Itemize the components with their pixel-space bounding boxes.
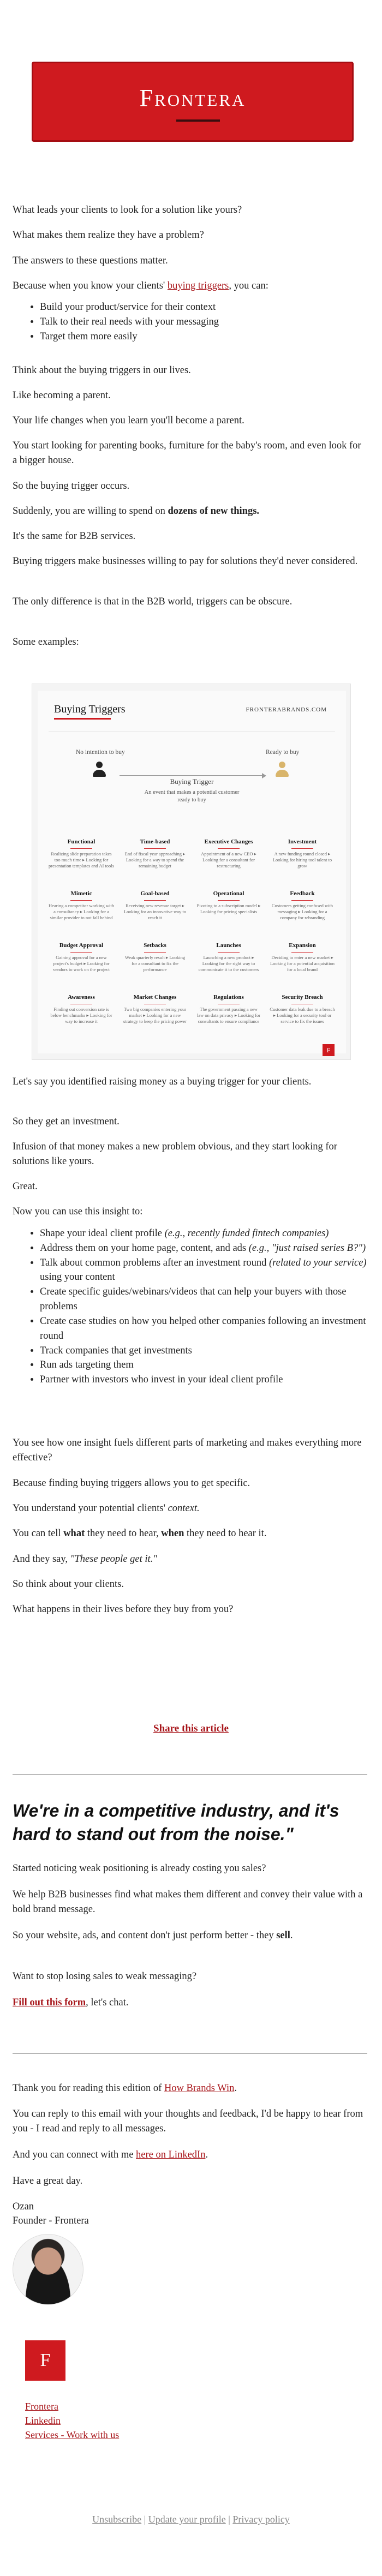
body2-p6: You see how one insight fuels different parts of marketing and makes everything more effective? — [13, 1437, 362, 1463]
trigger-cell — [49, 993, 114, 1025]
trigger-desc: Two big companies entering your market ▸ Looking for a new strategy to keep the pricing power — [123, 1006, 187, 1025]
person-head — [96, 762, 103, 768]
body2-p2: So they get an investment. — [13, 1116, 120, 1127]
body2-p12: What happens in their lives before they buy from you? — [13, 1604, 234, 1615]
trigger-desc: Customer data leak due to a breach ▸ Looking for a security tool or service to fix the issues — [270, 1006, 335, 1025]
intro-bullet-list — [13, 300, 367, 344]
divider — [13, 2053, 367, 2054]
list-item-text: Create specific guides/webinars/videos that can help your buyers with those problems — [40, 1286, 347, 1313]
intro-p7: Your life changes when you learn you'll become a parent. — [13, 415, 244, 426]
trigger-title: Awareness — [68, 994, 95, 1001]
card-site: FRONTERABRANDS.COM — [246, 706, 327, 713]
promo-p3-bold: sell — [276, 1930, 290, 1941]
footer-legal — [0, 2512, 382, 2526]
footer-link-services[interactable]: Services - Work with us — [25, 2429, 120, 2441]
footer-links — [25, 2399, 119, 2442]
avatar — [13, 2234, 83, 2305]
body2-p5: Now you can use this insight to: — [13, 1206, 143, 1217]
trigger-underline — [144, 900, 166, 901]
list-item: • Target them more easily — [40, 330, 367, 344]
list-item-em: (e.g., "just raised series B?") — [248, 1242, 366, 1254]
list-item — [40, 1358, 367, 1373]
linkedin-link[interactable]: here on LinkedIn — [136, 2149, 206, 2160]
trigger-cell — [122, 993, 188, 1025]
trigger-underline — [291, 848, 313, 849]
share-section — [0, 1721, 382, 1736]
signoff-p3-text: And you can connect with me — [13, 2149, 136, 2160]
trigger-title: Market Changes — [133, 994, 177, 1001]
signoff-p3 — [13, 2148, 367, 2162]
trigger-desc: Receiving new revenue target ▸ Looking for an innovative way to reach it — [123, 902, 186, 921]
trigger-title: Goal-based — [140, 890, 170, 897]
trigger-title: Executive Changes — [204, 838, 253, 845]
intro-p4-tail: , you can: — [229, 280, 268, 291]
trigger-cell — [49, 942, 114, 973]
card-title: Buying Triggers — [54, 703, 126, 715]
intro-p5: Think about the buying triggers in our lives. — [13, 365, 191, 376]
promo-headline: We're in a competitive industry, and it's hard to stand out from the noise." — [13, 1801, 339, 1844]
footer-logo: F — [25, 2340, 65, 2381]
trigger-title: Time-based — [140, 838, 170, 845]
body2-p9-c: they need to hear, — [85, 1528, 162, 1539]
card-title-underline — [54, 718, 111, 720]
trigger-desc: Weak quarterly result ▸ Looking for a consultant to fix the performance — [124, 954, 186, 973]
trigger-desc: Realizing slide preparation takes too much time ▸ Looking for presentation templates and AI tools — [49, 850, 114, 869]
unsubscribe-link[interactable]: Unsubscribe — [92, 2514, 142, 2525]
intro-p4-text: Because when you know your clients' — [13, 280, 168, 291]
trigger-desc: End of fiscal year approaching ▸ Looking for a way to spend the remaining budget — [124, 850, 186, 869]
body2-p10 — [13, 1552, 367, 1567]
trigger-title: Expansion — [289, 942, 316, 949]
body2-p9 — [13, 1526, 367, 1541]
share-article-link[interactable]: Share this article — [153, 1723, 229, 1734]
trigger-desc: Finding out conversion rate is below benchmarks ▸ Looking for way to increase it — [50, 1006, 112, 1025]
trigger-underline — [218, 848, 240, 849]
promo-p5-tail: , let's chat. — [86, 1997, 129, 2008]
trigger-underline — [70, 848, 92, 849]
promo-p4: Want to stop losing sales to weak messaging? — [13, 1971, 197, 1982]
trigger-title: Feedback — [290, 890, 315, 897]
intro-p12: Buying triggers make businesses willing to pay for solutions they'd never considered. — [13, 556, 358, 567]
intro-p1: What leads your clients to look for a solution like yours? — [13, 205, 242, 215]
list-item — [40, 1314, 367, 1344]
trigger-desc: Appointment of a new CEO ▸ Looking for a consultant for restructuring — [201, 850, 256, 869]
intro-p10 — [13, 504, 367, 519]
separator: | — [228, 2514, 230, 2525]
person-body — [93, 770, 106, 777]
list-item — [40, 1226, 367, 1241]
trigger-cell — [49, 890, 114, 921]
trigger-title: Launches — [216, 942, 241, 949]
list-item: • Build your product/service for their context — [40, 300, 367, 315]
list-item-text: Shape your ideal client profile — [40, 1228, 165, 1239]
trigger-cell — [196, 838, 261, 869]
trigger-cell — [49, 838, 114, 869]
body2-p9-d: when — [161, 1528, 184, 1539]
trigger-cell — [196, 942, 261, 973]
trigger-title: Operational — [213, 890, 244, 897]
trigger-title: Regulations — [213, 994, 244, 1001]
trigger-desc: Pivoting to a subscription model ▸ Looking for pricing specialists — [196, 902, 261, 914]
arrow-line — [120, 775, 264, 776]
trigger-underline — [70, 900, 92, 901]
signoff-p2: You can reply to this email with your thoughts and feedback, I'd be happy to hear from you - I read and reply to all messages. — [13, 2108, 363, 2134]
list-item — [40, 1285, 367, 1314]
intro-p6: Like becoming a parent. — [13, 390, 111, 401]
buying-triggers-image — [32, 684, 351, 1060]
promo-p1: Started noticing weak positioning is already costing you sales? — [13, 1863, 266, 1874]
body2-p8-em: context. — [168, 1503, 200, 1514]
list-item-text: Track companies that get investments — [40, 1345, 192, 1356]
intro-p10-text: Suddenly, you are willing to spend on — [13, 506, 168, 517]
body2-p11: So think about your clients. — [13, 1579, 124, 1590]
person-body — [276, 770, 289, 777]
trigger-desc: Launching a new product ▸ Looking for the right way to communicate it to the customers — [198, 954, 259, 973]
list-item-em: (related to your service) — [269, 1257, 367, 1268]
trigger-title: Setbacks — [144, 942, 166, 949]
trigger-cell — [122, 942, 188, 973]
trigger-cell — [270, 890, 335, 921]
update-profile-link[interactable]: Update your profile — [148, 2514, 226, 2525]
body2-p9-b: what — [63, 1528, 85, 1539]
trigger-underline — [291, 900, 313, 901]
buying-triggers-link[interactable]: buying triggers — [167, 280, 229, 291]
logo-underline — [176, 119, 220, 122]
list-item — [40, 1241, 367, 1256]
intro-p8: You start looking for parenting books, furniture for the baby's room, and even look for a bigger house. — [13, 440, 361, 466]
frontera-badge: F — [323, 1044, 335, 1056]
header-banner — [32, 62, 354, 142]
list-item — [40, 1344, 367, 1358]
list-item-text: Address them on your home page, content, and ads — [40, 1242, 249, 1254]
privacy-policy-link[interactable]: Privacy policy — [232, 2514, 290, 2525]
signoff-p4: Have a great day. — [13, 2176, 83, 2186]
body2-p4: Great. — [13, 1181, 38, 1192]
divider — [13, 1774, 367, 1775]
trigger-cell — [270, 993, 335, 1025]
footer-link-linkedin[interactable]: Linkedin — [25, 2415, 61, 2427]
right-label: Ready to buy — [266, 749, 300, 756]
trigger-desc: Hearing a competitor working with a consultancy ▸ Looking for a similar provider to not fall behind — [49, 902, 114, 921]
intro-p10-bold: dozens of new things. — [168, 506, 260, 517]
body2-p8-text: You understand your potential clients' — [13, 1503, 168, 1514]
signoff-name: Ozan — [13, 2201, 34, 2212]
card-inner — [38, 691, 346, 1053]
signoff-p1-text: Thank you for reading this edition of — [13, 2083, 164, 2094]
footer-link-frontera[interactable]: Frontera — [25, 2401, 58, 2412]
body2-p7: Because finding buying triggers allows you to get specific. — [13, 1478, 250, 1489]
trigger-cell — [122, 838, 188, 869]
signoff-p1 — [13, 2081, 367, 2096]
trigger-desc: Deciding to enter a new market ▸ Looking for a potential acquisition for a local brand — [270, 954, 335, 973]
intro-p4 — [13, 279, 367, 293]
trigger-cell — [270, 942, 335, 973]
body2-p9-e: they need to hear it. — [184, 1528, 267, 1539]
signoff-role: Founder - Frontera — [13, 2215, 89, 2226]
list-item-text: Partner with investors who invest in your ideal client profile — [40, 1374, 283, 1386]
trigger-desc: Customers getting confused with messaging ▸ Looking for a company for rebranding — [271, 902, 333, 921]
body2-p9-a: You can tell — [13, 1528, 64, 1539]
trigger-underline — [144, 848, 166, 849]
promo-p3 — [13, 1928, 367, 1943]
trigger-desc: The government passing a new law on data privacy ▸ Looking for consultants to ensure compliance — [196, 1006, 261, 1025]
intro-p3: The answers to these questions matter. — [13, 255, 168, 266]
separator: | — [144, 2514, 146, 2525]
buying-trigger-desc: An event that makes a potential customer ready to buy — [144, 789, 240, 803]
intro-p11: It's the same for B2B services. — [13, 531, 136, 542]
intro-p2: What makes them realize they have a problem? — [13, 230, 204, 241]
signoff-p3-tail: . — [205, 2149, 208, 2160]
promo-p3-text: So your website, ads, and content don't just perform better - they — [13, 1930, 277, 1941]
left-label: No intention to buy — [76, 749, 125, 756]
trigger-title: Mimetic — [70, 890, 92, 897]
body2-p10-text: And they say, — [13, 1554, 70, 1565]
body2-p3: Infusion of that money makes a new problem obvious, and they start looking for solutions like yours. — [13, 1141, 337, 1167]
fill-form-link[interactable]: Fill out this form — [13, 1997, 86, 2008]
list-item — [40, 1256, 367, 1285]
list-item — [40, 1373, 367, 1387]
intro-p14: Some examples: — [13, 637, 79, 648]
body2-p10-em: "These people get it." — [70, 1554, 158, 1565]
body2-p1: Let's say you identified raising money as a buying trigger for your clients. — [13, 1076, 312, 1087]
insight-bullet-list — [13, 1226, 367, 1387]
person-icon — [92, 762, 106, 778]
list-item: • Talk to their real needs with your messaging — [40, 315, 367, 330]
promo-p5 — [13, 1996, 367, 2010]
intro-p9: So the buying trigger occurs. — [13, 481, 130, 492]
trigger-title: Budget Approval — [59, 942, 104, 949]
list-item-em: (e.g., recently funded fintech companies) — [164, 1228, 329, 1239]
brand-logo: Frontera — [139, 85, 246, 111]
list-item-text: Talk about common problems after an investment round — [40, 1257, 269, 1268]
promo-p3-tail: . — [290, 1930, 293, 1941]
promo-p2: We help B2B businesses find what makes them different and convey their value with a bold brand message. — [13, 1889, 363, 1915]
trigger-title: Security Breach — [282, 994, 323, 1001]
list-item-text: Create case studies on how you helped other companies following an investment round — [40, 1315, 366, 1341]
trigger-cell — [122, 890, 188, 921]
signoff-p1-tail: . — [234, 2083, 237, 2094]
trigger-desc: Gaining approval for a new project's budget ▸ Looking for vendors to work on the project — [52, 954, 110, 973]
list-item-tail: using your content — [40, 1272, 115, 1283]
list-item-text: Run ads targeting them — [40, 1359, 134, 1371]
person-head — [279, 762, 285, 768]
trigger-title: Investment — [288, 838, 317, 845]
body2-p8 — [13, 1501, 367, 1516]
trigger-underline — [218, 900, 240, 901]
trigger-cell — [196, 890, 261, 915]
trigger-desc: A new funding round closed ▸ Looking for hiring tool talent to grow — [272, 850, 332, 869]
how-brands-win-link[interactable]: How Brands Win — [164, 2083, 235, 2094]
intro-p13: The only difference is that in the B2B world, triggers can be obscure. — [13, 596, 293, 607]
buying-trigger-label: Buying Trigger — [170, 777, 214, 786]
trigger-cell — [196, 993, 261, 1025]
trigger-title: Functional — [67, 838, 96, 845]
person-ready-icon — [275, 762, 289, 778]
trigger-cell — [270, 838, 335, 869]
